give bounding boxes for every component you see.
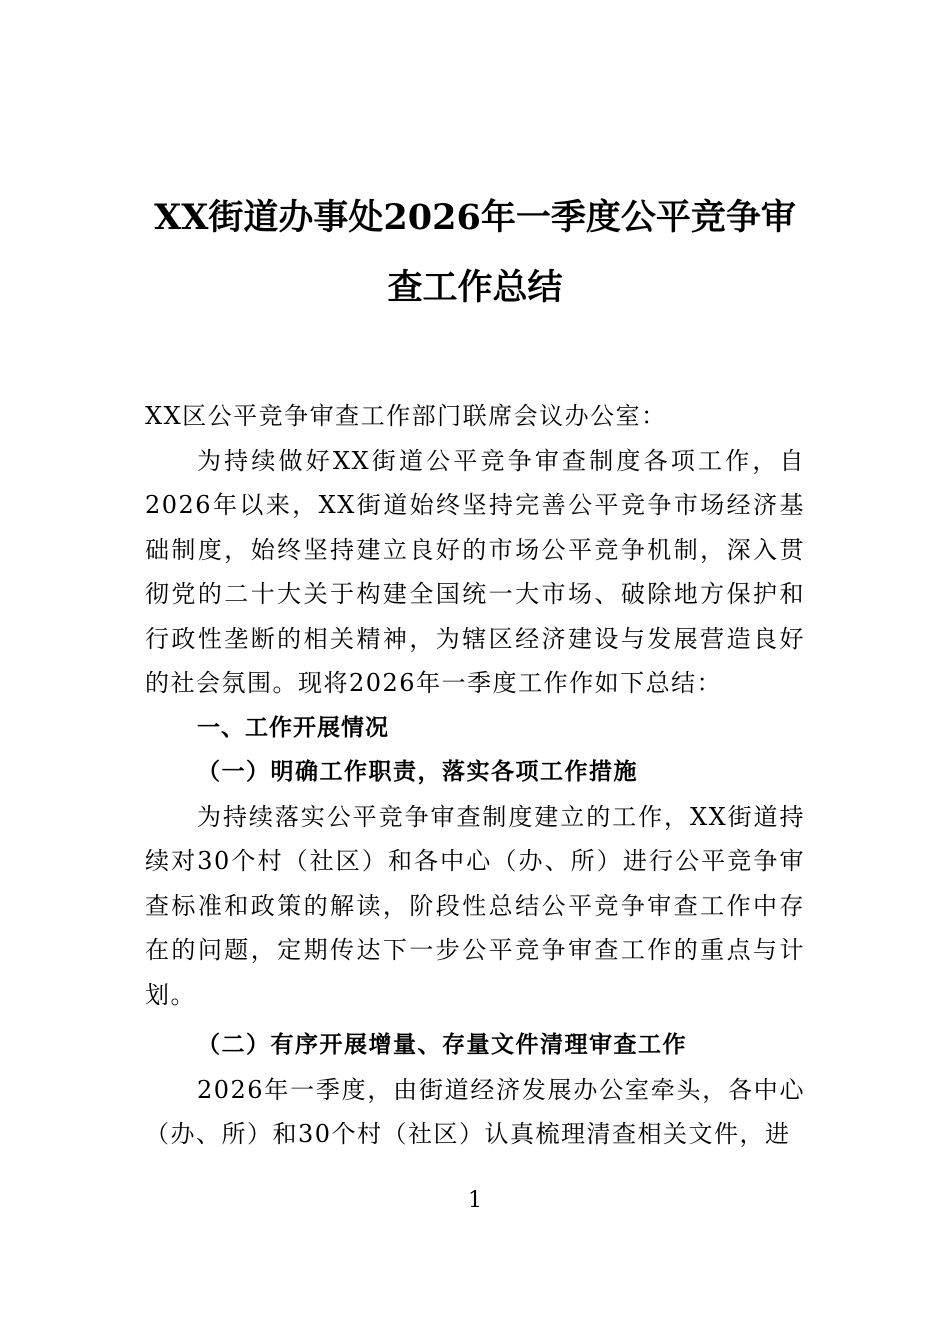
title-line-2: 查工作总结 [387,267,563,308]
document-title [145,183,805,323]
subsection-heading: （二）有序开展增量、存量文件清理审查工作 [197,1031,687,1058]
subsection-paragraph: 2026年一季度，由街道经济发展办公室牵头，各中心（办、所）和30个村（社区）认真梳理清查相关文件，进 [145,1075,805,1148]
section-heading: 一、工作开展情况 [197,714,389,741]
subsection-paragraph: 为持续落实公平竞争审查制度建立的工作，XX街道持续对30个村（社区）和各中心（办、所）进行公平竞争审查标准和政策的解读，阶段性总结公平竞争审查工作中存在的问题，定期传达下一步公平竞争审查工作的重点与计划。 [145,802,805,1009]
intro-paragraph: 为持续做好XX街道公平竞争审查制度各项工作，自2026年以来，XX街道始终坚持完善公平竞争市场经济基础制度，始终坚持建立良好的市场公平竞争机制，深入贯彻党的二十大关于构建全国统一大市场、破除地方保护和行政性垄断的相关精神，为辖区经济建设与发展营造良好的社会氛围。现将2026年一季度工作作如下总结： [145,446,805,697]
document-body [145,394,805,1157]
salutation: XX区公平竞争审查工作部门联席会议办公室： [145,402,667,430]
page-number: 1 [468,1188,482,1213]
title-line-1: XX街道办事处2026年一季度公平竞争审 [154,197,796,238]
subsection-heading: （一）明确工作职责，落实各项工作措施 [197,758,638,785]
